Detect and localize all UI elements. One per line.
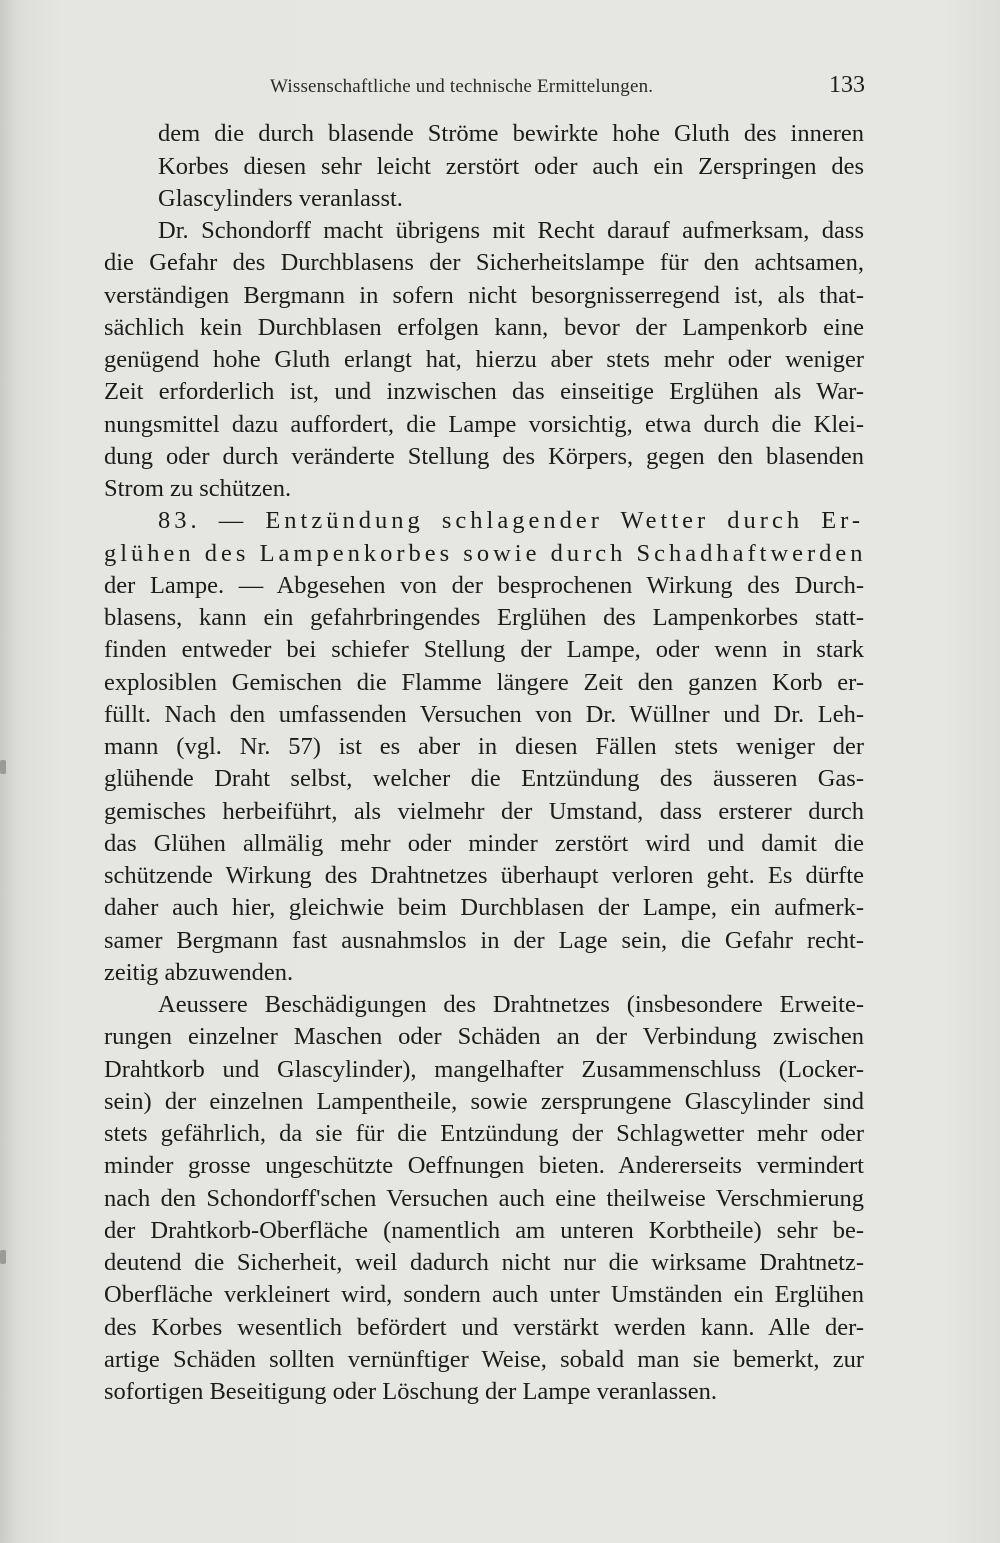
text-line: deutend die Sicherheit, weil dadurch nicht nur die wirksame Drahtnetz-	[104, 1249, 864, 1276]
text-line: dem die durch blasende Ströme bewirkte hohe Gluth des inneren	[158, 120, 864, 147]
text-line: des Korbes wesentlich befördert und verstärkt werden kann. Alle der-	[104, 1314, 864, 1341]
text-line: schützende Wirkung des Drahtnetzes überhaupt verloren geht. Es dürfte	[104, 862, 864, 889]
text-line: Aeussere Beschädigungen des Drahtnetzes (insbesondere Erweite-	[158, 991, 864, 1018]
text-line: Dr. Schondorff macht übrigens mit Recht darauf aufmerksam, dass	[158, 217, 864, 244]
text-line: minder grosse ungeschützte Oeffnungen bieten. Andererseits vermindert	[104, 1152, 864, 1179]
text-line: zeitig abzuwenden.	[104, 959, 294, 986]
text-line: blasens, kann ein gefahrbringendes Erglühen des Lampenkorbes statt-	[104, 604, 864, 631]
text-line: sofortigen Beseitigung oder Löschung der Lampe veranlassen.	[104, 1378, 718, 1405]
page-number: 133	[829, 72, 865, 98]
text-line: genügend hohe Gluth erlangt hat, hierzu aber stets mehr oder weniger	[104, 346, 864, 373]
text-line: rungen einzelner Maschen oder Schäden an der Verbindung zwischen	[104, 1023, 864, 1050]
text-line: sein) der einzelnen Lampentheile, sowie zersprungene Glascylinder sind	[104, 1088, 864, 1115]
text-line: gemisches herbeiführt, als vielmehr der Umstand, dass ersterer durch	[104, 798, 864, 825]
text-line: Strom zu schützen.	[104, 475, 292, 502]
text-line: explosiblen Gemischen die Flamme längere Zeit den ganzen Korb er-	[104, 669, 864, 696]
section-heading-line: 83. — Entzündung schlagender Wetter durch Er-	[158, 507, 864, 534]
running-head: Wissenschaftliche und technische Ermittelungen.	[270, 76, 654, 97]
text-line: verständigen Bergmann in sofern nicht besorgnisserregend ist, als that-	[104, 282, 864, 309]
margin-mark	[0, 1250, 6, 1264]
section-heading-line: glühen des Lampenkorbes sowie durch Schadhaftwerden	[104, 540, 867, 567]
text-line: stets gefährlich, da sie für die Entzündung der Schlagwetter mehr oder	[104, 1120, 864, 1147]
text-line: finden entweder bei schiefer Stellung der Lampe, oder wenn in stark	[104, 636, 864, 663]
text-line: Korbes diesen sehr leicht zerstört oder auch ein Zerspringen des	[158, 153, 864, 180]
text-line: glühende Draht selbst, welcher die Entzündung des äusseren Gas-	[104, 765, 864, 792]
text-line: samer Bergmann fast ausnahmslos in der Lage sein, die Gefahr recht-	[104, 927, 864, 954]
text-line: der Lampe. — Abgesehen von der besprochenen Wirkung des Durch-	[104, 572, 864, 599]
text-line: artige Schäden sollten vernünftiger Weise, sobald man sie bemerkt, zur	[104, 1346, 864, 1373]
text-line: der Drahtkorb-Oberfläche (namentlich am unteren Korbtheile) sehr be-	[104, 1217, 864, 1244]
text-line: füllt. Nach den umfassenden Versuchen von Dr. Wüllner und Dr. Leh-	[104, 701, 864, 728]
text-line: sächlich kein Durchblasen erfolgen kann, bevor der Lampenkorb eine	[104, 314, 864, 341]
text-line: Zeit erforderlich ist, und inzwischen das einseitige Erglühen als War-	[104, 378, 864, 405]
text-line: Drahtkorb und Glascylinder), mangelhafter Zusammenschluss (Locker-	[104, 1056, 864, 1083]
text-line: nach den Schondorff'schen Versuchen auch eine theilweise Verschmierung	[104, 1185, 864, 1212]
text-line: dung oder durch veränderte Stellung des Körpers, gegen den blasenden	[104, 443, 864, 470]
text-line: daher auch hier, gleichwie beim Durchblasen der Lampe, ein aufmerk-	[104, 894, 864, 921]
text-line: das Glühen allmälig mehr oder minder zerstört wird und damit die	[104, 830, 864, 857]
text-line: die Gefahr des Durchblasens der Sicherheitslampe für den achtsamen,	[104, 249, 864, 276]
text-line: Glascylinders veranlasst.	[158, 185, 403, 212]
margin-mark	[0, 760, 6, 774]
page-header	[270, 72, 865, 106]
text-line: Oberfläche verkleinert wird, sondern auch unter Umständen ein Erglühen	[104, 1281, 864, 1308]
text-line: mann (vgl. Nr. 57) ist es aber in diesen Fällen stets weniger der	[104, 733, 864, 760]
text-line: nungsmittel dazu auffordert, die Lampe vorsichtig, etwa durch die Klei-	[104, 411, 864, 438]
